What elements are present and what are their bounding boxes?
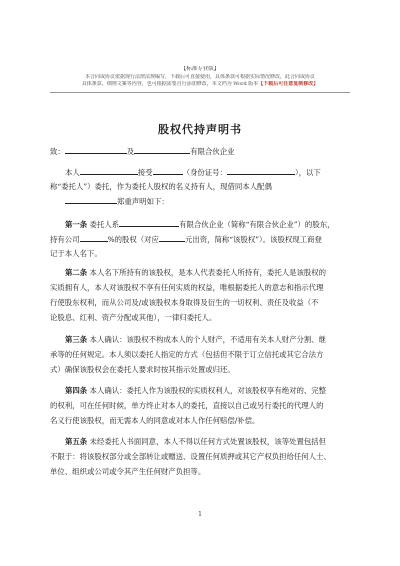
article-4-label: 第四条 [65,386,88,395]
article-1-line-2: 持有公司 %的股权（对应 元出资，简称“该股权”）。该股权现工商登 [50,235,322,244]
article-1-line-3: 记于本人名下。 [50,249,102,258]
header-divider [50,92,350,93]
article-2-line-3: 行使股东权利，而从公司及/或该股权本身取得及衍生的一切权利、责任及收益（不 [50,298,319,307]
article-2-label: 第二条 [65,268,88,277]
header-notice-line-2 [50,81,350,88]
article-1-label: 第一条 [65,220,88,229]
enterprise-name-blank [119,219,179,227]
header-notice-line-1: 本合同或协议依据现行法律法规编写，下载后可直接使用，具体条款可根据实际情况修改，此合同或协议 [84,74,315,80]
article-4-line-3: 名义行使该股权，而无需本人的同意或对本人作任何赔偿/补偿。 [50,416,260,425]
addressee-blank-2 [134,146,190,154]
download-edit-note: 【下载后可任意复制修改】 [258,81,319,87]
article-1-line-1: 第一条 委托人系 有限合伙企业（简称“有限合伙企业”）的股东， [65,220,335,229]
capital-amount-blank [159,234,185,242]
id-number-blank [227,167,295,175]
opening-line-3: 郑重声明如下： [50,196,350,207]
document-title: 股权代持声明书 [158,123,242,136]
opening-line-1: 本人 接受 （身份证号： ），以下 [65,168,321,177]
addressee-blank-1 [65,146,127,154]
article-2-line-1: 第二条 本人名下所持有的该股权，是本人代表委托人所持有，委托人是该股权的 [65,268,327,277]
article-2-line-2: 实质拥有人，本人对该股权不享有任何实质的权益，唯根据委托人的意志和指示代理 [50,283,324,292]
edition-tag: 【标准专业版】 [180,66,220,72]
share-percent-blank [80,234,108,242]
article-5-label: 第五条 [65,437,88,446]
declarant-name-blank [80,167,138,175]
article-4-line-2: 的权利，可在任何时候，单方终止对本人的委托，直接以自己或另行委托的代理人的 [50,401,324,410]
addressee-prefix: 致： [50,147,65,156]
principal-name-blank [153,167,183,175]
page-number: 1 [198,511,202,518]
addressee-company: 有限合伙企业 [190,147,235,156]
article-5-line-2: 不限于：将该股权部分或全部转让或赠送、设置任何质押或其它产权负担给任何人士、 [50,452,331,461]
article-5-line-1: 第五条 未经委托人书面同意，本人不得以任何方式处置该股权，该等处置包括但 [65,437,327,446]
article-5-line-3: 单位、组织或公司或令其产生任何财产负担等。 [50,467,206,476]
article-3-line-1: 第三条 本人确认：该股权不构成本人的个人财产，不适用有关本人财产分割、继 [65,335,327,344]
addressee-line [50,146,350,157]
opening-line-2: 称“委托人”）委托，作为委托人股权的名义持有人，现借同本人配偶 [50,182,272,191]
article-3-line-2: 承等的任何规定。本人须以委托人指定的方式（包括但不限于订立信托或其它合法方 [50,350,324,359]
article-4-line-1: 第四条 本人确认：委托人作为该股权的实质权利人，对该股权享有绝对的、完整 [65,386,327,395]
article-2-line-4: 论股息、红利、资产分配或其他），一律归委托人。 [50,313,217,322]
article-3-line-3: 式）确保该股权会在委托人要求时按其指示处置或归还。 [50,365,235,374]
spouse-name-blank [65,196,117,204]
header-notice-text: 具体条款、细则文案等内容，也可根据需要自行添加修改，本文档为 Word 版本 [81,81,259,87]
article-3-label: 第三条 [65,335,88,344]
addressee-conjunction: 及 [126,147,135,156]
